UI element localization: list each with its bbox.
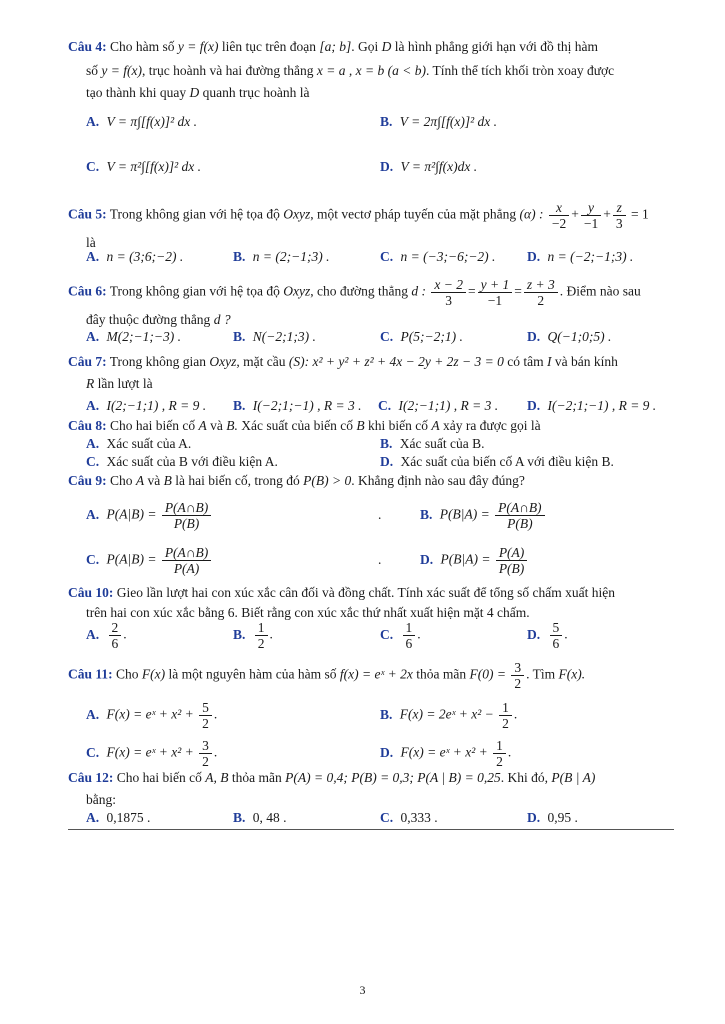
math: [a; b] (319, 39, 352, 54)
text: bằng: (86, 792, 116, 807)
option-label: A. (86, 329, 100, 344)
option-label: D. (380, 454, 394, 469)
math: D (381, 39, 392, 54)
option-text: Xác suất của B. (399, 436, 485, 451)
q12-option-d (527, 808, 578, 828)
fraction: $\frac{5}{6}$ (550, 620, 563, 651)
option-label: B. (380, 706, 393, 722)
math: F(x) (141, 666, 166, 682)
question-10 (68, 583, 673, 623)
option-text: P(A|B) = (106, 551, 157, 567)
text: . Tính thể tích khối tròn xoay được (425, 63, 615, 78)
text: . Tìm (526, 666, 556, 682)
option-label: A. (86, 114, 100, 129)
math: d ? (213, 312, 231, 327)
math: = 1 (630, 206, 649, 222)
q4-option-a (86, 112, 197, 132)
text: Trong không gian với hệ tọa độ (109, 206, 280, 222)
text: liên tục trên đoạn (221, 39, 316, 54)
text: , trục hoành và hai đường thẳng (141, 63, 314, 78)
text: , một vectơ pháp tuyến của mặt phẳng (310, 206, 517, 222)
option-text: 0,1875 . (106, 810, 151, 825)
option-text: I(2;−1;1) , R = 9 . (106, 398, 207, 413)
option-text: Xác suất của A. (106, 436, 192, 451)
question-6: Câu 6: Trong không gian với hệ tọa độ Oxyz, cho đường thẳng d : $\frac{x - 2}{3}$ = $\frac{y + 1}{-1}$ = $\frac{z + 3}{2}$ . Điểm nào sau đây thuộc đường thẳng d ? (68, 277, 641, 327)
option-text: Xác suất của B với điều kiện A. (106, 454, 278, 469)
option-label: A. (86, 706, 100, 722)
option-label: C. (380, 249, 394, 264)
q12-option-c (380, 808, 438, 828)
option-label: A. (86, 506, 100, 522)
text: tạo thành khi quay (86, 85, 187, 100)
math: f(x) = eˣ + 2x (339, 666, 413, 682)
question-label: Câu 10: (68, 585, 114, 600)
option-text: F(x) = 2eˣ + x² − (399, 706, 494, 722)
option-label: C. (86, 454, 100, 469)
text: . Khi đó, (500, 770, 548, 785)
option-label: A. (86, 249, 100, 264)
math: (α) : (519, 206, 544, 222)
text: Cho hai biến cố (116, 770, 202, 785)
option-text: I(−2;1;−1) , R = 3 . (252, 398, 362, 413)
question-label: Câu 8: (68, 418, 107, 433)
math: d : (411, 283, 426, 299)
math: Oxyz (283, 206, 311, 222)
q6-option-d (527, 327, 611, 347)
option-label: A. (86, 626, 100, 642)
q9-option-b (420, 500, 547, 531)
q4-option-c (86, 157, 201, 177)
option-text: n = (−2;−1;3) . (547, 249, 634, 264)
question-4 (68, 37, 673, 103)
math: A (431, 418, 440, 433)
math: D (189, 85, 200, 100)
text: Trong không gian với hệ tọa độ (109, 283, 280, 299)
fraction: $\frac{2}{6}$ (109, 620, 122, 651)
math: y = f(x) (177, 39, 219, 54)
text: và (147, 473, 161, 488)
option-label: B. (233, 329, 246, 344)
q7-option-b (233, 396, 361, 416)
option-text: P(A|B) = (106, 506, 157, 522)
math: Oxyz (209, 354, 237, 369)
math: (a < b) (387, 63, 426, 78)
q9-option-a (86, 500, 213, 531)
math: R (86, 376, 95, 391)
question-7 (68, 352, 673, 394)
text: là hình phẳng giới hạn với đồ thị hàm (394, 39, 598, 54)
option-label: D. (527, 626, 541, 642)
option-text: n = (3;6;−2) . (106, 249, 184, 264)
q7-option-c (378, 396, 498, 416)
q8-option-a (86, 434, 191, 454)
text: Cho hàm số (110, 39, 175, 54)
question-label: Câu 4: (68, 39, 107, 54)
q7-option-d (527, 396, 656, 416)
math: P(B | A) (551, 770, 596, 785)
question-label: Câu 7: (68, 354, 107, 369)
q9-option-d (420, 545, 529, 576)
text: khi biến cố (367, 418, 428, 433)
q11-option-a: A. F(x) = eˣ + x² + $\frac{5}{2}$ . (86, 700, 218, 731)
math: B (163, 473, 172, 488)
option-label: D. (527, 810, 541, 825)
q6-option-b (233, 327, 316, 347)
option-label: D. (380, 159, 394, 174)
option-text: V = π²∫f(x)dx . (400, 159, 478, 174)
option-text: N(−2;1;3) . (252, 329, 316, 344)
text: Cho hai biến cố (110, 418, 196, 433)
math: B (356, 418, 365, 433)
q10-option-b: B. $\frac{1}{2}$ . (233, 620, 273, 651)
math: B. (226, 418, 238, 433)
option-label: A. (86, 436, 100, 451)
text: Cho (116, 666, 139, 682)
fraction: $\frac{3}{2}$ (511, 660, 524, 691)
text: thỏa mãn (416, 666, 467, 682)
fraction: $\frac{1}{2}$ (493, 738, 506, 769)
q10-option-a: A. $\frac{2}{6}$ . (86, 620, 127, 651)
fraction: $\frac{x}{-2}$ (549, 200, 569, 231)
q9-dot: . (378, 507, 382, 522)
option-label: D. (527, 398, 541, 413)
text: , cho đường thẳng (310, 283, 408, 299)
q11-option-b: B. F(x) = 2eˣ + x² − $\frac{1}{2}$ . (380, 700, 518, 731)
math: (S): x² + y² + z² + 4x − 2y + 2z − 3 = 0 (288, 354, 504, 369)
math: A, B (205, 770, 229, 785)
fraction: $\frac{P(A\cap B)}{P(A)}$ (162, 545, 211, 576)
fraction: $\frac{x - 2}{3}$ (431, 277, 466, 308)
text: trên hai con xúc xắc bằng 6. Biết rằng con xúc xắc thứ nhất xuất hiện mặt 4 chấm. (86, 605, 530, 620)
option-label: B. (420, 506, 433, 522)
q6-option-a (86, 327, 181, 347)
q9-dot: . (378, 552, 382, 567)
question-12 (68, 768, 673, 810)
fraction: $\frac{P(A)}{P(B)}$ (496, 545, 527, 576)
math: F(x). (558, 666, 586, 682)
math: P(A) = 0,4; P(B) = 0,3; P(A | B) = 0,25 (285, 770, 501, 785)
option-label: C. (380, 810, 394, 825)
option-text: V = 2π∫[f(x)]² dx . (399, 114, 497, 129)
question-9 (68, 471, 673, 491)
q4-option-b (380, 112, 497, 132)
q8-option-b (380, 434, 484, 454)
divider (68, 829, 674, 830)
q5-option-d (527, 247, 633, 267)
text: và (210, 418, 223, 433)
text: lần lượt là (97, 376, 153, 391)
option-text: V = π∫[f(x)]² dx . (106, 114, 197, 129)
option-label: A. (86, 810, 100, 825)
q10-option-c: C. $\frac{1}{6}$ . (380, 620, 421, 651)
text: . Khẳng định nào sau đây đúng? (351, 473, 525, 488)
option-text: F(x) = eˣ + x² + (106, 706, 194, 722)
text: đây thuộc đường thẳng (86, 312, 211, 327)
text: . Điểm nào sau (559, 283, 641, 299)
q8-option-d (380, 452, 614, 472)
text: . Gọi (351, 39, 379, 54)
option-label: D. (380, 744, 394, 760)
fraction: $\frac{P(A\cap B)}{P(B)}$ (495, 500, 544, 531)
option-text: n = (−3;−6;−2) . (400, 249, 496, 264)
text: quanh trục hoành là (202, 85, 310, 100)
q12-option-a (86, 808, 150, 828)
q8-option-c (86, 452, 278, 472)
question-label: Câu 12: (68, 770, 114, 785)
option-text: P(B|A) = (440, 551, 491, 567)
option-label: C. (86, 159, 100, 174)
fraction: $\frac{y + 1}{-1}$ (478, 277, 513, 308)
option-text: 0,333 . (400, 810, 438, 825)
option-text: I(−2;1;−1) , R = 9 . (547, 398, 657, 413)
math: P(B) > 0 (303, 473, 352, 488)
option-label: B. (233, 249, 246, 264)
question-5: Câu 5: Trong không gian với hệ tọa độ Oxyz, một vectơ pháp tuyến của mặt phẳng (α) : $\frac{x}{-2}$ + $\frac{y}{-1}$ + $\frac{z}{3}$ = 1 là (68, 200, 649, 250)
option-label: B. (380, 114, 393, 129)
option-text: 0,95 . (547, 810, 578, 825)
fraction: $\frac{z}{3}$ (613, 200, 626, 231)
text: và bán kính (554, 354, 618, 369)
text: là một nguyên hàm của hàm số (168, 666, 337, 682)
text: là hai biến cố, trong đó (175, 473, 300, 488)
option-text: P(5;−2;1) . (400, 329, 463, 344)
option-label: C. (378, 398, 392, 413)
fraction: $\frac{z + 3}{2}$ (524, 277, 558, 308)
option-text: P(B|A) = (439, 506, 490, 522)
question-label: Câu 6: (68, 283, 107, 299)
q5-option-b (233, 247, 329, 267)
text: thỏa mãn (231, 770, 282, 785)
q11-option-c: C. F(x) = eˣ + x² + $\frac{3}{2}$ . (86, 738, 218, 769)
option-text: F(x) = eˣ + x² + (106, 744, 194, 760)
option-label: B. (233, 626, 246, 642)
option-text: Q(−1;0;5) . (547, 329, 612, 344)
text: , mặt cầu (236, 354, 286, 369)
option-label: B. (380, 436, 393, 451)
fraction: $\frac{1}{6}$ (403, 620, 416, 651)
q10-option-d: D. $\frac{5}{6}$ . (527, 620, 568, 651)
fraction: $\frac{P(A\cap B)}{P(B)}$ (162, 500, 211, 531)
option-label: A. (86, 398, 100, 413)
fraction: $\frac{3}{2}$ (199, 738, 212, 769)
math: A (135, 473, 145, 488)
q7-option-a (86, 396, 206, 416)
page-number: 3 (359, 983, 366, 997)
option-label: D. (420, 551, 434, 567)
question-label: Câu 11: (68, 666, 113, 682)
option-label: C. (380, 329, 394, 344)
math: A (198, 418, 207, 433)
q11-option-d: D. F(x) = eˣ + x² + $\frac{1}{2}$ . (380, 738, 512, 769)
math: x = a , x = b (316, 63, 385, 78)
option-label: B. (233, 810, 246, 825)
q12-option-b (233, 808, 287, 828)
text: là (86, 235, 96, 250)
text: số (86, 63, 99, 78)
q5-option-a (86, 247, 183, 267)
option-label: B. (233, 398, 246, 413)
q9-option-c (86, 545, 213, 576)
math: y = f(x) (101, 63, 142, 78)
text: xảy ra được gọi là (442, 418, 541, 433)
text: Xác suất của biến cố (241, 418, 353, 433)
question-8 (68, 416, 673, 436)
option-text: V = π²∫[f(x)]² dx . (106, 159, 202, 174)
option-label: D. (527, 329, 541, 344)
option-label: C. (380, 626, 394, 642)
question-label: Câu 5: (68, 206, 107, 222)
option-text: M(2;−1;−3) . (106, 329, 181, 344)
option-text: F(x) = eˣ + x² + (400, 744, 488, 760)
q6-option-c (380, 327, 463, 347)
option-text: Xác suất của biến cố A với điều kiện B. (400, 454, 614, 469)
fraction: $\frac{1}{2}$ (255, 620, 268, 651)
math: Oxyz (283, 283, 311, 299)
option-label: C. (86, 551, 100, 567)
question-label: Câu 9: (68, 473, 107, 488)
option-label: C. (86, 744, 100, 760)
option-text: n = (2;−1;3) . (252, 249, 330, 264)
fraction: $\frac{5}{2}$ (199, 700, 212, 731)
text: Trong không gian (109, 354, 207, 369)
option-text: I(2;−1;1) , R = 3 . (398, 398, 499, 413)
fraction: $\frac{1}{2}$ (499, 700, 512, 731)
text: Cho (110, 473, 133, 488)
fraction: $\frac{y}{-1}$ (581, 200, 601, 231)
q4-option-d (380, 157, 477, 177)
math: F(0) = (469, 666, 506, 682)
text: Gieo lần lượt hai con xúc xắc cân đối và đồng chất. Tính xác suất để tổng số chấm xuất hiện (116, 585, 615, 600)
option-label: D. (527, 249, 541, 264)
question-11 (68, 660, 673, 691)
option-text: 0, 48 . (252, 810, 287, 825)
math: I (547, 354, 552, 369)
text: có tâm (507, 354, 544, 369)
q5-option-c (380, 247, 495, 267)
